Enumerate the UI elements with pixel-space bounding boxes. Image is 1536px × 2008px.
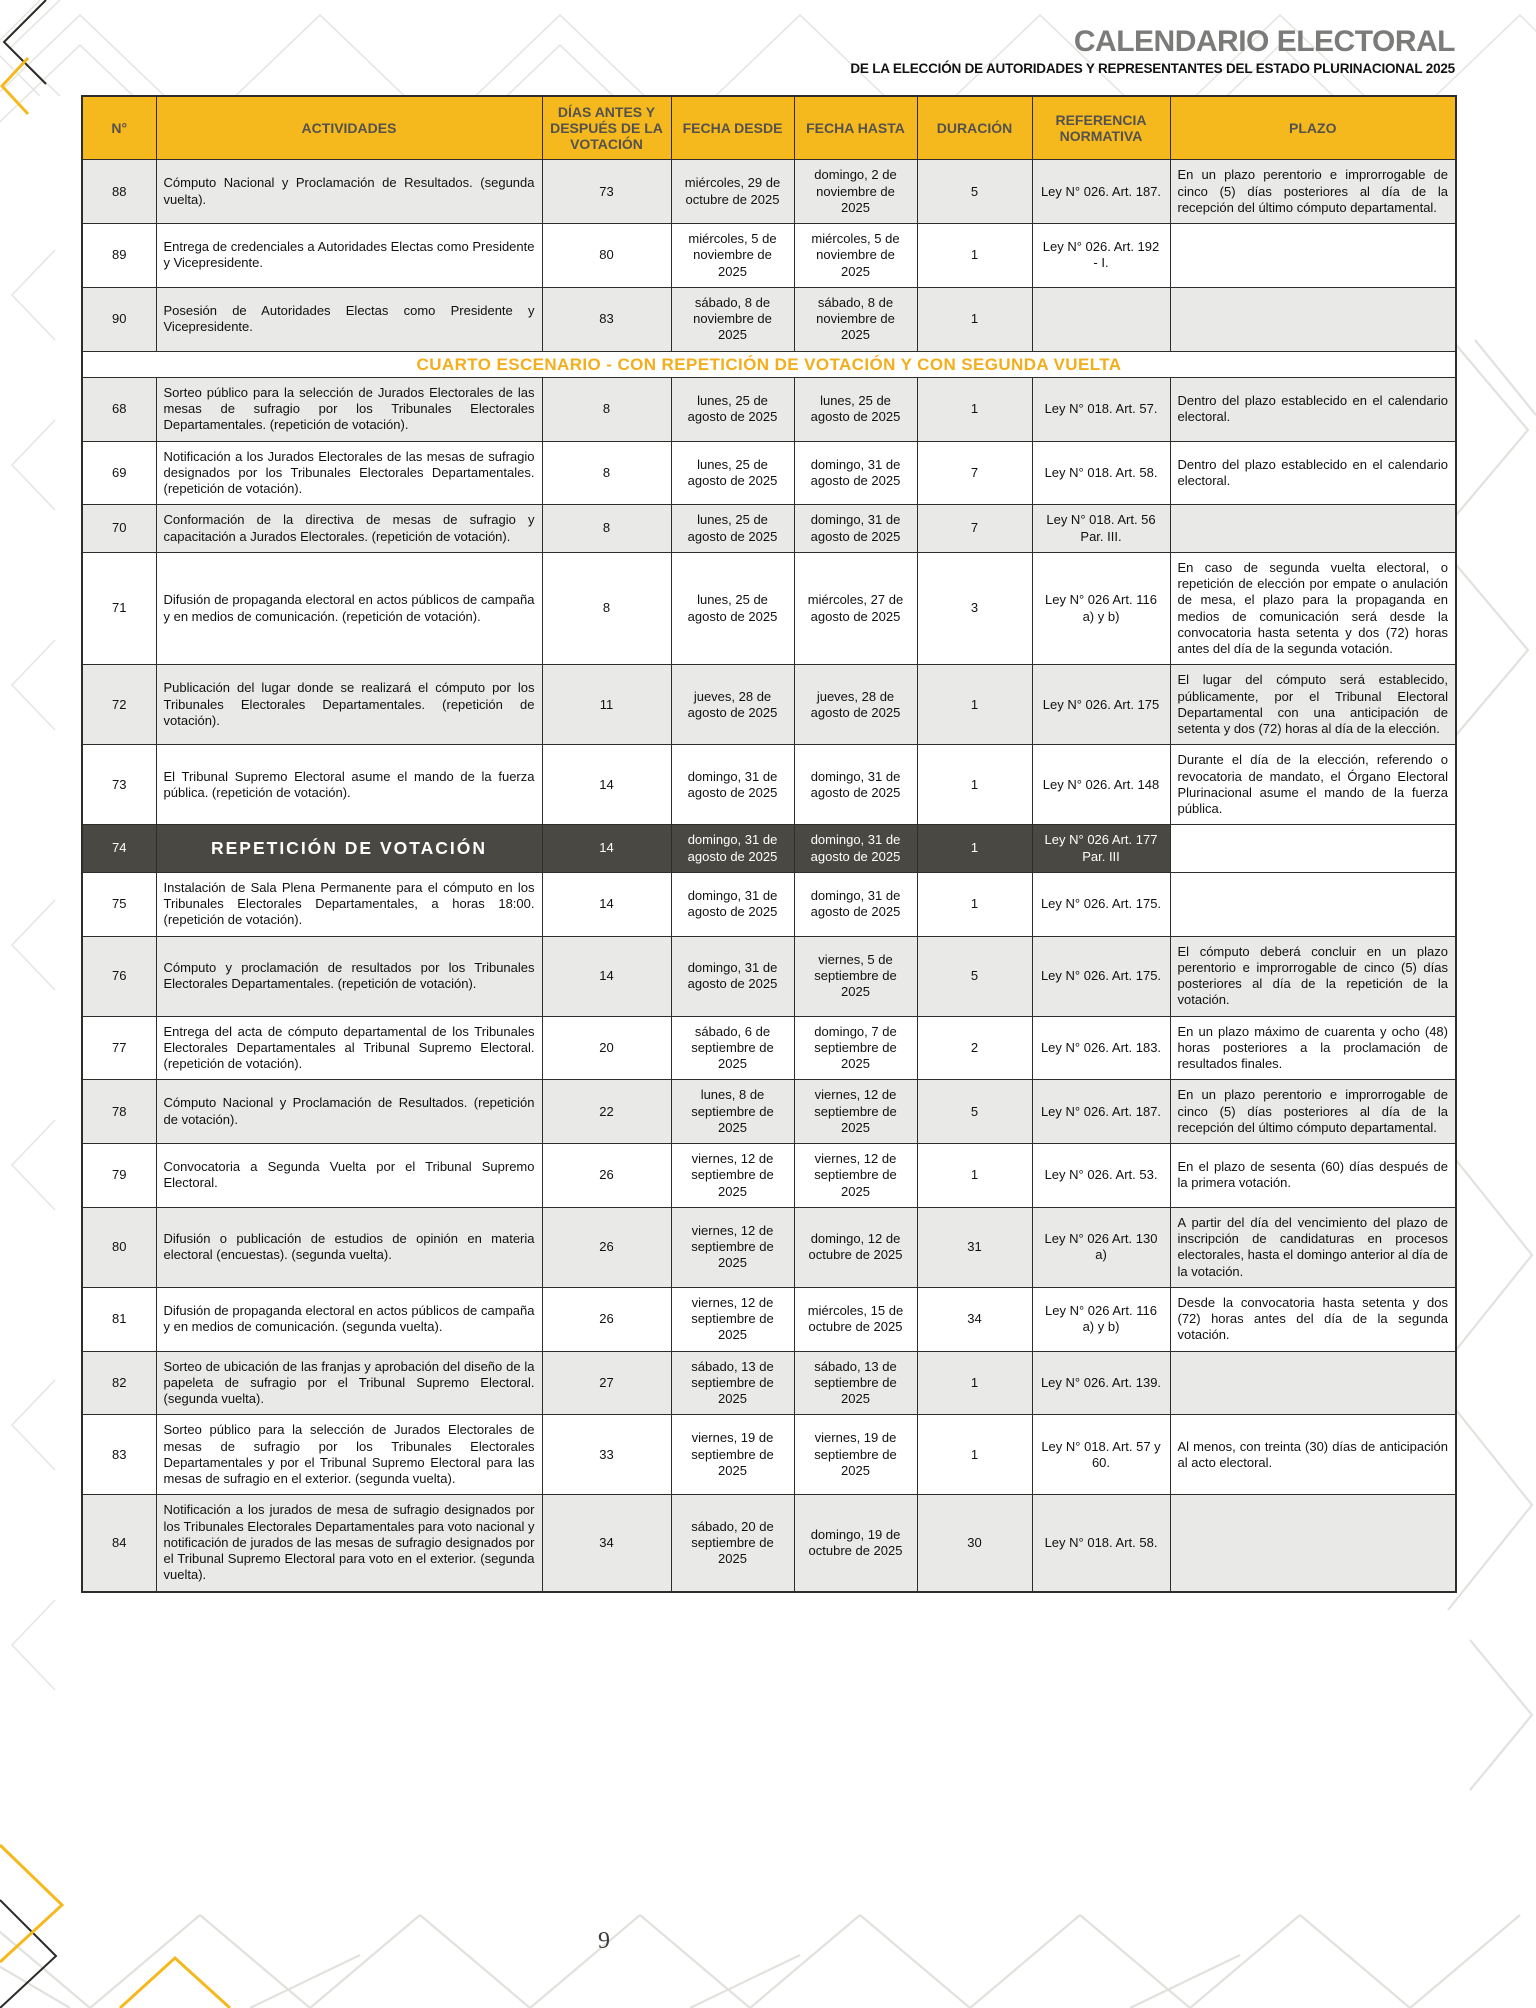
cell-number: 75	[82, 872, 156, 936]
cell-duration: 34	[917, 1287, 1032, 1351]
cell-days: 22	[542, 1080, 671, 1144]
cell-date-from: miércoles, 5 de noviembre de 2025	[671, 224, 794, 288]
page-title: CALENDARIO ELECTORAL	[1073, 25, 1455, 58]
cell-date-to: domingo, 2 de noviembre de 2025	[794, 160, 917, 224]
cell-number: 73	[82, 745, 156, 825]
cell-plazo: En un plazo perentorio e improrrogable de cinco (5) días posteriores al día de la recepción del último cómputo departamental.	[1170, 1080, 1456, 1144]
cell-activity: Sorteo público para la selección de Jurados Electorales de las mesas de sufragio por los Tribunales Electorales Departamentales. (repetición de votación).	[156, 377, 542, 441]
cell-number: 89	[82, 224, 156, 288]
scenario-banner-label: CUARTO ESCENARIO - CON REPETICIÓN DE VOTACIÓN Y CON SEGUNDA VUELTA	[82, 351, 1456, 377]
table-row-89	[82, 224, 1456, 288]
cell-plazo: En caso de segunda vuelta electoral, o repetición de elección por empate o anulación de mesa, el plazo para la propaganda en medios de comunicación será desde la convocatoria hasta setenta y dos (72) horas antes del día de la segunda votación.	[1170, 552, 1456, 665]
cell-days: 27	[542, 1351, 671, 1415]
cell-date-from: sábado, 20 de septiembre de 2025	[671, 1495, 794, 1592]
cell-days: 8	[542, 505, 671, 553]
cell-number: 70	[82, 505, 156, 553]
table-row-77	[82, 1016, 1456, 1080]
cell-date-from: lunes, 25 de agosto de 2025	[671, 505, 794, 553]
column-header-plazo: PLAZO	[1170, 96, 1456, 160]
cell-duration: 1	[917, 224, 1032, 288]
cell-duration: 1	[917, 1415, 1032, 1495]
cell-plazo: En un plazo perentorio e improrrogable de cinco (5) días posteriores al día de la recepción del último cómputo departamental.	[1170, 160, 1456, 224]
cell-duration: 1	[917, 287, 1032, 351]
cell-activity: Entrega del acta de cómputo departamental de los Tribunales Electorales Departamentales al Tribunal Supremo Electoral. (repetición de votación).	[156, 1016, 542, 1080]
cell-reference: Ley N° 026. Art. 53.	[1032, 1144, 1170, 1208]
cell-duration: 1	[917, 377, 1032, 441]
cell-days: 26	[542, 1144, 671, 1208]
table-row-75	[82, 872, 1456, 936]
cell-date-from: viernes, 12 de septiembre de 2025	[671, 1144, 794, 1208]
cell-activity: Cómputo Nacional y Proclamación de Resultados. (segunda vuelta).	[156, 160, 542, 224]
cell-date-to: viernes, 12 de septiembre de 2025	[794, 1080, 917, 1144]
cell-activity: Notificación a los jurados de mesa de sufragio designados por los Tribunales Electorales Departamentales para voto nacional y notificación de jurados de las mesas de sufragio designados por el Tribunal Supremo Electoral para voto en el exterior. (segunda vuelta).	[156, 1495, 542, 1592]
cell-days: 8	[542, 552, 671, 665]
cell-activity: Entrega de credenciales a Autoridades Electas como Presidente y Vicepresidente.	[156, 224, 542, 288]
cell-plazo	[1170, 224, 1456, 288]
cell-date-to: domingo, 7 de septiembre de 2025	[794, 1016, 917, 1080]
cell-duration: 2	[917, 1016, 1032, 1080]
cell-number: 90	[82, 287, 156, 351]
cell-number: 80	[82, 1207, 156, 1287]
table-header-row	[82, 96, 1456, 160]
column-header-numero: N°	[82, 96, 156, 160]
cell-plazo: Desde la convocatoria hasta setenta y dos (72) horas antes del día de la segunda votación.	[1170, 1287, 1456, 1351]
cell-duration: 1	[917, 1351, 1032, 1415]
cell-date-to: miércoles, 5 de noviembre de 2025	[794, 224, 917, 288]
cell-reference: Ley N° 026. Art. 187.	[1032, 160, 1170, 224]
cell-date-to: miércoles, 15 de octubre de 2025	[794, 1287, 917, 1351]
column-header-fecha-hasta: FECHA HASTA	[794, 96, 917, 160]
cell-reference: Ley N° 026. Art. 192 - I.	[1032, 224, 1170, 288]
cell-reference: Ley N° 026 Art. 116 a) y b)	[1032, 552, 1170, 665]
cell-date-from: sábado, 6 de septiembre de 2025	[671, 1016, 794, 1080]
cell-plazo: A partir del día del vencimiento del plazo de inscripción de candidaturas en procesos electorales, hasta el domingo anterior al día de la votación.	[1170, 1207, 1456, 1287]
cell-days: 14	[542, 936, 671, 1016]
cell-days: 80	[542, 224, 671, 288]
cell-reference: Ley N° 018. Art. 57 y 60.	[1032, 1415, 1170, 1495]
cell-date-from: lunes, 8 de septiembre de 2025	[671, 1080, 794, 1144]
cell-reference: Ley N° 026. Art. 187.	[1032, 1080, 1170, 1144]
cell-plazo: Dentro del plazo establecido en el calendario electoral.	[1170, 377, 1456, 441]
cell-activity: Conformación de la directiva de mesas de sufragio y capacitación a Jurados Electorales. (repetición de votación).	[156, 505, 542, 553]
cell-duration: 7	[917, 505, 1032, 553]
cell-days: 26	[542, 1207, 671, 1287]
page-header	[850, 26, 1455, 76]
cell-plazo: En un plazo máximo de cuarenta y ocho (48) horas posteriores a la proclamación de resultados finales.	[1170, 1016, 1456, 1080]
cell-activity: Instalación de Sala Plena Permanente para el cómputo en los Tribunales Electorales Departamentales, a horas 18:00. (repetición de votación).	[156, 872, 542, 936]
cell-date-to: lunes, 25 de agosto de 2025	[794, 377, 917, 441]
table-row-73	[82, 745, 1456, 825]
table-body	[82, 160, 1456, 1592]
cell-date-to: domingo, 31 de agosto de 2025	[794, 825, 917, 873]
cell-date-to: jueves, 28 de agosto de 2025	[794, 665, 917, 745]
table-row-81	[82, 1287, 1456, 1351]
cell-date-to: miércoles, 27 de agosto de 2025	[794, 552, 917, 665]
cell-duration: 31	[917, 1207, 1032, 1287]
electoral-calendar-table	[81, 95, 1457, 1593]
cell-number: 68	[82, 377, 156, 441]
cell-days: 26	[542, 1287, 671, 1351]
cell-days: 11	[542, 665, 671, 745]
cell-activity: Publicación del lugar donde se realizará el cómputo por los Tribunales Electorales Departamentales. (repetición de votación).	[156, 665, 542, 745]
cell-plazo: El lugar del cómputo será establecido, públicamente, por el Tribunal Electoral Departamental con una anticipación de setenta y dos (72) horas al día de la elección.	[1170, 665, 1456, 745]
cell-plazo	[1170, 505, 1456, 553]
cell-days: 8	[542, 377, 671, 441]
cell-date-from: lunes, 25 de agosto de 2025	[671, 377, 794, 441]
table-row-71	[82, 552, 1456, 665]
cell-activity: Sorteo de ubicación de las franjas y aprobación del diseño de la papeleta de sufragio por el Tribunal Supremo Electoral. (segunda vuelta).	[156, 1351, 542, 1415]
table-row-72	[82, 665, 1456, 745]
cell-plazo	[1170, 872, 1456, 936]
scenario-banner-row	[82, 351, 1456, 377]
cell-activity: Difusión de propaganda electoral en actos públicos de campaña y en medios de comunicación. (repetición de votación).	[156, 552, 542, 665]
cell-duration: 1	[917, 1144, 1032, 1208]
cell-date-from: domingo, 31 de agosto de 2025	[671, 936, 794, 1016]
cell-duration: 7	[917, 441, 1032, 505]
table-row-88	[82, 160, 1456, 224]
cell-date-to: viernes, 12 de septiembre de 2025	[794, 1144, 917, 1208]
cell-reference: Ley N° 018. Art. 58.	[1032, 1495, 1170, 1592]
cell-reference	[1032, 287, 1170, 351]
cell-days: 8	[542, 441, 671, 505]
cell-date-from: lunes, 25 de agosto de 2025	[671, 441, 794, 505]
cell-duration: 30	[917, 1495, 1032, 1592]
cell-reference: Ley N° 018. Art. 58.	[1032, 441, 1170, 505]
cell-number: 69	[82, 441, 156, 505]
cell-plazo: En el plazo de sesenta (60) días después de la primera votación.	[1170, 1144, 1456, 1208]
table-row-70	[82, 505, 1456, 553]
cell-number: 72	[82, 665, 156, 745]
cell-reference: Ley N° 026. Art. 175	[1032, 665, 1170, 745]
cell-duration: 3	[917, 552, 1032, 665]
cell-date-from: domingo, 31 de agosto de 2025	[671, 825, 794, 873]
cell-date-to: viernes, 19 de septiembre de 2025	[794, 1415, 917, 1495]
cell-activity: El Tribunal Supremo Electoral asume el mando de la fuerza pública. (repetición de votación).	[156, 745, 542, 825]
table-row-84	[82, 1495, 1456, 1592]
cell-date-from: miércoles, 29 de octubre de 2025	[671, 160, 794, 224]
cell-duration: 5	[917, 936, 1032, 1016]
cell-activity: Difusión de propaganda electoral en actos públicos de campaña y en medios de comunicación. (segunda vuelta).	[156, 1287, 542, 1351]
cell-activity: Cómputo y proclamación de resultados por los Tribunales Electorales Departamentales. (repetición de votación).	[156, 936, 542, 1016]
cell-reference: Ley N° 018. Art. 56 Par. III.	[1032, 505, 1170, 553]
cell-date-from: viernes, 19 de septiembre de 2025	[671, 1415, 794, 1495]
cell-reference: Ley N° 026. Art. 175.	[1032, 936, 1170, 1016]
cell-date-from: lunes, 25 de agosto de 2025	[671, 552, 794, 665]
cell-activity: Difusión o publicación de estudios de opinión en materia electoral (encuestas). (segunda vuelta).	[156, 1207, 542, 1287]
cell-days: 83	[542, 287, 671, 351]
cell-number: 84	[82, 1495, 156, 1592]
table-row-69	[82, 441, 1456, 505]
cell-reference: Ley N° 026. Art. 139.	[1032, 1351, 1170, 1415]
cell-activity: Notificación a los Jurados Electorales de las mesas de sufragio designados por los Tribunales Electorales Departamentales. (repetición de votación).	[156, 441, 542, 505]
cell-number: 81	[82, 1287, 156, 1351]
cell-number: 82	[82, 1351, 156, 1415]
table-row-79	[82, 1144, 1456, 1208]
cell-duration: 5	[917, 160, 1032, 224]
cell-reference: Ley N° 018. Art. 57.	[1032, 377, 1170, 441]
cell-date-to: domingo, 31 de agosto de 2025	[794, 441, 917, 505]
cell-date-from: viernes, 12 de septiembre de 2025	[671, 1287, 794, 1351]
cell-number: 77	[82, 1016, 156, 1080]
cell-number: 71	[82, 552, 156, 665]
column-header-duracion: DURACIÓN	[917, 96, 1032, 160]
page-subtitle: DE LA ELECCIÓN DE AUTORIDADES Y REPRESENTANTES DEL ESTADO PLURINACIONAL 2025	[850, 60, 1455, 76]
cell-reference: Ley N° 026 Art. 177 Par. III	[1032, 825, 1170, 873]
cell-duration: 1	[917, 745, 1032, 825]
cell-number: 74	[82, 825, 156, 873]
cell-activity: Convocatoria a Segunda Vuelta por el Tribunal Supremo Electoral.	[156, 1144, 542, 1208]
cell-plazo	[1170, 1351, 1456, 1415]
cell-days: 33	[542, 1415, 671, 1495]
cell-days: 14	[542, 825, 671, 873]
cell-date-to: domingo, 31 de agosto de 2025	[794, 505, 917, 553]
cell-activity: Cómputo Nacional y Proclamación de Resultados. (repetición de votación).	[156, 1080, 542, 1144]
cell-activity: Sorteo público para la selección de Jurados Electorales de mesas de sufragio por los Tribunales Electorales Departamentales y por el Tribunal Supremo Electoral para las mesas de sufragio en el exterior. (segunda vuelta).	[156, 1415, 542, 1495]
page-number: 9	[598, 1928, 610, 1954]
cell-plazo	[1170, 287, 1456, 351]
column-header-actividades: ACTIVIDADES	[156, 96, 542, 160]
column-header-fecha-desde: FECHA DESDE	[671, 96, 794, 160]
cell-plazo: Al menos, con treinta (30) días de anticipación al acto electoral.	[1170, 1415, 1456, 1495]
table-row-76	[82, 936, 1456, 1016]
cell-days: 14	[542, 745, 671, 825]
table-row-82	[82, 1351, 1456, 1415]
cell-days: 14	[542, 872, 671, 936]
cell-plazo: El cómputo deberá concluir en un plazo perentorio e improrrogable de cinco (5) días posteriores al día de la repetición de la votación.	[1170, 936, 1456, 1016]
cell-reference: Ley N° 026. Art. 148	[1032, 745, 1170, 825]
column-header-referencia: REFERENCIA NORMATIVA	[1032, 96, 1170, 160]
cell-plazo	[1170, 825, 1456, 873]
table-row-68	[82, 377, 1456, 441]
cell-date-from: domingo, 31 de agosto de 2025	[671, 872, 794, 936]
cell-number: 83	[82, 1415, 156, 1495]
cell-reference: Ley N° 026 Art. 116 a) y b)	[1032, 1287, 1170, 1351]
cell-number: 76	[82, 936, 156, 1016]
cell-date-to: domingo, 31 de agosto de 2025	[794, 872, 917, 936]
cell-date-to: domingo, 12 de octubre de 2025	[794, 1207, 917, 1287]
cell-plazo	[1170, 1495, 1456, 1592]
cell-duration: 1	[917, 665, 1032, 745]
cell-date-from: sábado, 13 de septiembre de 2025	[671, 1351, 794, 1415]
cell-duration: 5	[917, 1080, 1032, 1144]
cell-days: 20	[542, 1016, 671, 1080]
cell-reference: Ley N° 026. Art. 183.	[1032, 1016, 1170, 1080]
cell-date-to: domingo, 19 de octubre de 2025	[794, 1495, 917, 1592]
cell-number: 79	[82, 1144, 156, 1208]
cell-days: 73	[542, 160, 671, 224]
table-row-83	[82, 1415, 1456, 1495]
cell-activity: REPETICIÓN DE VOTACIÓN	[156, 825, 542, 873]
table-row-80	[82, 1207, 1456, 1287]
cell-date-from: domingo, 31 de agosto de 2025	[671, 745, 794, 825]
cell-plazo: Durante el día de la elección, referendo o revocatoria de mandato, el Órgano Electoral Plurinacional asume el mando de la fuerza pública.	[1170, 745, 1456, 825]
cell-date-from: viernes, 12 de septiembre de 2025	[671, 1207, 794, 1287]
cell-date-from: jueves, 28 de agosto de 2025	[671, 665, 794, 745]
cell-activity: Posesión de Autoridades Electas como Presidente y Vicepresidente.	[156, 287, 542, 351]
cell-date-to: sábado, 8 de noviembre de 2025	[794, 287, 917, 351]
column-header-dias: DÍAS ANTES Y DESPUÉS DE LA VOTACIÓN	[542, 96, 671, 160]
cell-days: 34	[542, 1495, 671, 1592]
table-row-74	[82, 825, 1456, 873]
cell-reference: Ley N° 026. Art. 175.	[1032, 872, 1170, 936]
cell-plazo: Dentro del plazo establecido en el calendario electoral.	[1170, 441, 1456, 505]
cell-date-from: sábado, 8 de noviembre de 2025	[671, 287, 794, 351]
cell-reference: Ley N° 026 Art. 130 a)	[1032, 1207, 1170, 1287]
table-row-78	[82, 1080, 1456, 1144]
table-row-90	[82, 287, 1456, 351]
cell-number: 78	[82, 1080, 156, 1144]
cell-date-to: viernes, 5 de septiembre de 2025	[794, 936, 917, 1016]
cell-number: 88	[82, 160, 156, 224]
cell-duration: 1	[917, 825, 1032, 873]
cell-duration: 1	[917, 872, 1032, 936]
cell-date-to: sábado, 13 de septiembre de 2025	[794, 1351, 917, 1415]
cell-date-to: domingo, 31 de agosto de 2025	[794, 745, 917, 825]
